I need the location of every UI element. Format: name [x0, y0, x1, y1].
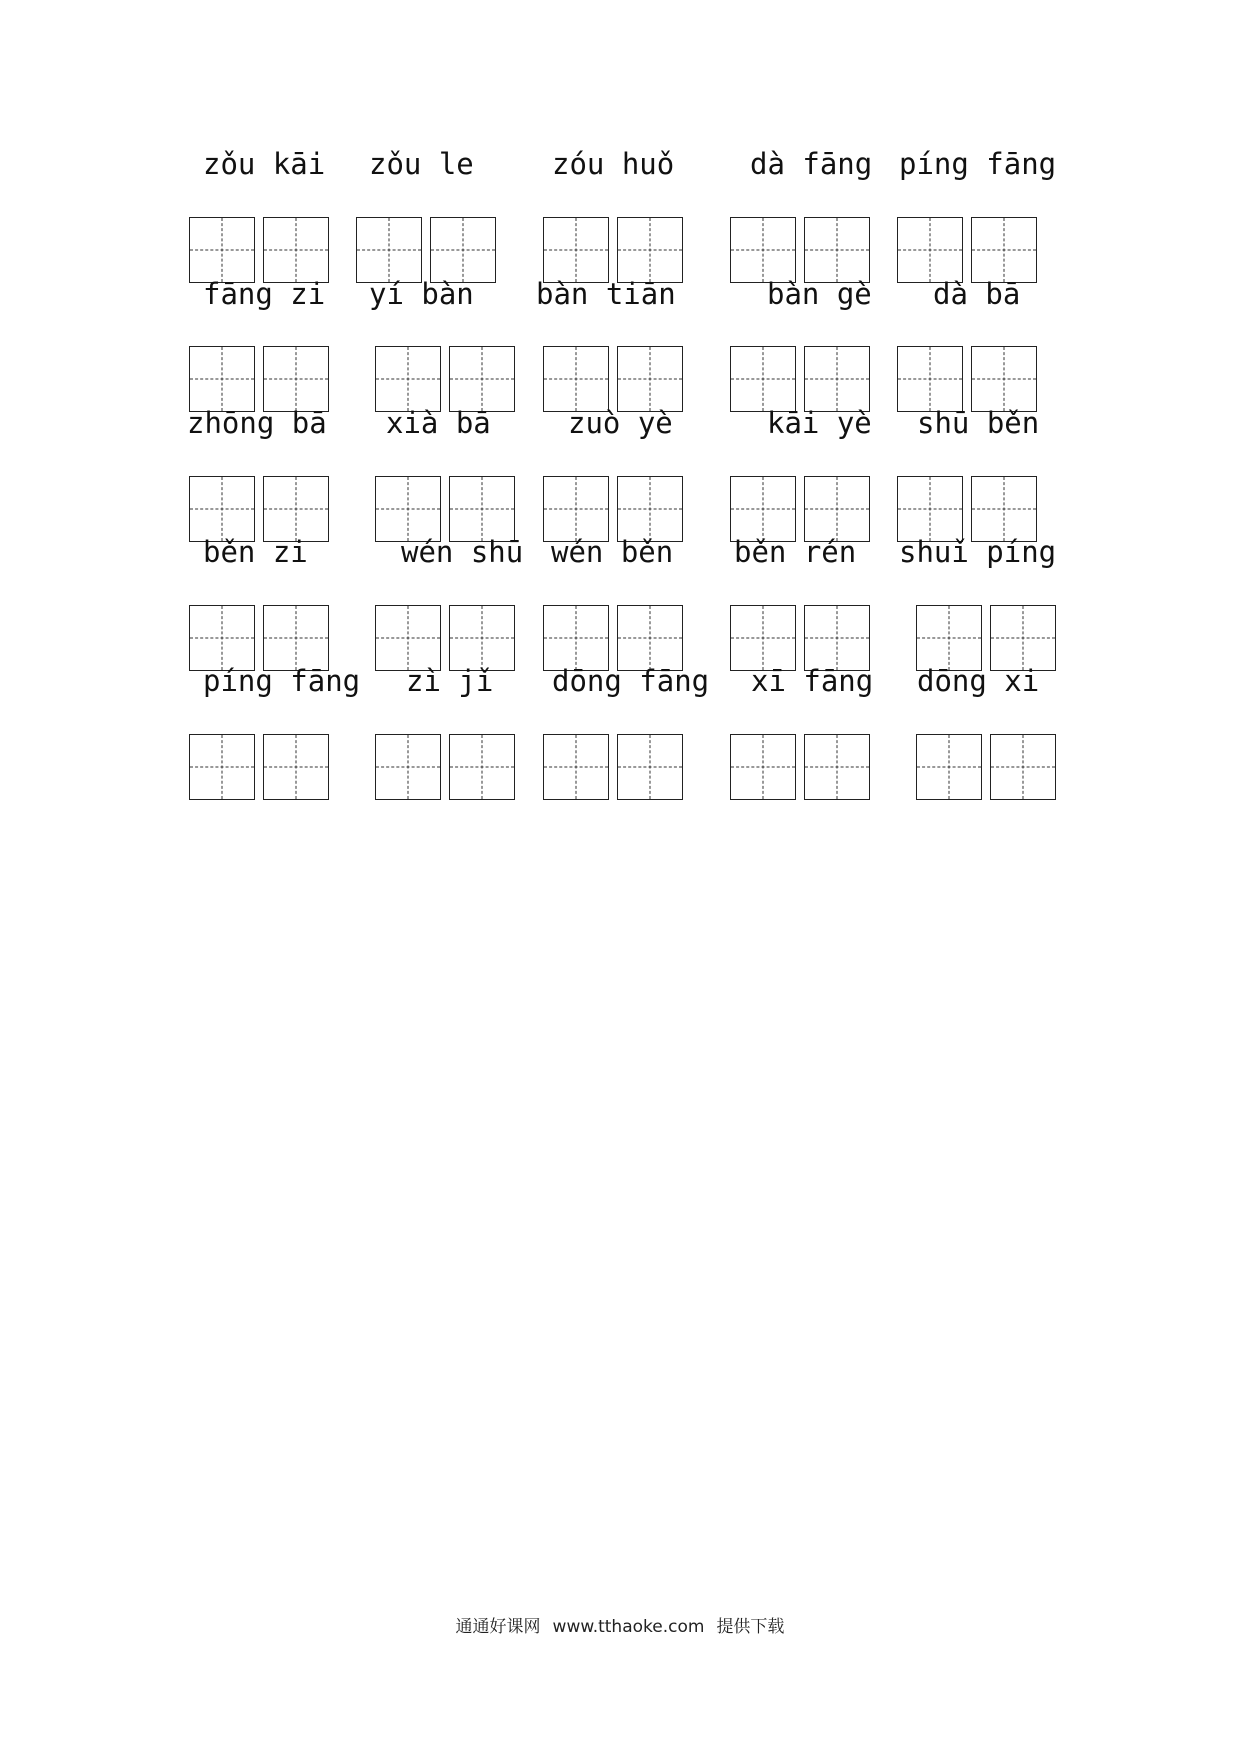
grid-guide-horizontal [264, 379, 328, 380]
pinyin-label: fāng zi [203, 277, 326, 311]
grid-guide-horizontal [972, 509, 1036, 510]
grid-guide-horizontal [805, 250, 869, 251]
grid-guide-horizontal [917, 767, 981, 768]
grid-guide-horizontal [264, 250, 328, 251]
grid-guide-horizontal [898, 509, 962, 510]
writing-grid-cell[interactable] [263, 346, 329, 412]
writing-grid-cell[interactable] [916, 734, 982, 800]
writing-grid-cell[interactable] [543, 476, 609, 542]
pinyin-label: píng fāng [899, 147, 1057, 181]
writing-grid-cell[interactable] [449, 346, 515, 412]
writing-grid-cell[interactable] [189, 605, 255, 671]
grid-guide-horizontal [544, 767, 608, 768]
grid-guide-horizontal [264, 509, 328, 510]
grid-guide-horizontal [991, 638, 1055, 639]
grid-guide-horizontal [618, 767, 682, 768]
writing-grid-cell[interactable] [617, 217, 683, 283]
pinyin-label: bàn gè [767, 277, 872, 311]
grid-guide-horizontal [190, 767, 254, 768]
writing-grid-cell[interactable] [189, 734, 255, 800]
pinyin-label: dōng xi [917, 664, 1040, 698]
grid-guide-horizontal [898, 379, 962, 380]
pinyin-label: yí bàn [369, 277, 474, 311]
writing-grid-cell[interactable] [263, 605, 329, 671]
grid-guide-horizontal [898, 250, 962, 251]
grid-guide-horizontal [450, 379, 514, 380]
grid-guide-horizontal [264, 767, 328, 768]
grid-guide-horizontal [190, 379, 254, 380]
writing-grid-cell[interactable] [543, 217, 609, 283]
footer-url: www.tthaoke.com [552, 1617, 705, 1637]
pinyin-label: xià bā [386, 406, 491, 440]
writing-grid-cell[interactable] [617, 476, 683, 542]
grid-guide-horizontal [544, 638, 608, 639]
grid-guide-horizontal [805, 767, 869, 768]
grid-guide-horizontal [618, 250, 682, 251]
writing-grid-cell[interactable] [449, 605, 515, 671]
writing-grid-cell[interactable] [449, 734, 515, 800]
grid-guide-horizontal [190, 250, 254, 251]
writing-grid-cell[interactable] [897, 476, 963, 542]
grid-guide-horizontal [618, 509, 682, 510]
pinyin-label: wén shū [401, 535, 524, 569]
grid-guide-horizontal [376, 638, 440, 639]
pinyin-label: píng fāng [203, 664, 361, 698]
pinyin-label: zuò yè [568, 406, 673, 440]
writing-grid-cell[interactable] [189, 476, 255, 542]
grid-guide-horizontal [805, 509, 869, 510]
grid-guide-horizontal [450, 638, 514, 639]
pinyin-label: dà fāng [750, 147, 873, 181]
pinyin-label: běn zi [203, 535, 308, 569]
grid-guide-horizontal [544, 379, 608, 380]
grid-guide-horizontal [618, 638, 682, 639]
writing-grid-cell[interactable] [375, 734, 441, 800]
writing-grid-cell[interactable] [971, 476, 1037, 542]
grid-guide-horizontal [450, 509, 514, 510]
grid-guide-horizontal [264, 638, 328, 639]
pinyin-label: zhōng bā [187, 406, 327, 440]
writing-grid-cell[interactable] [263, 217, 329, 283]
writing-grid-cell[interactable] [990, 605, 1056, 671]
pinyin-label: běn rén [734, 535, 857, 569]
writing-grid-cell[interactable] [897, 346, 963, 412]
writing-grid-cell[interactable] [916, 605, 982, 671]
grid-guide-horizontal [731, 379, 795, 380]
grid-guide-horizontal [731, 250, 795, 251]
grid-guide-horizontal [450, 767, 514, 768]
footer [0, 1612, 1240, 1637]
footer-site-name: 通通好课网 [455, 1617, 541, 1637]
grid-guide-horizontal [972, 250, 1036, 251]
grid-guide-horizontal [972, 379, 1036, 380]
writing-grid-cell[interactable] [430, 217, 496, 283]
footer-suffix: 提供下载 [716, 1617, 785, 1637]
pinyin-label: zì jǐ [406, 664, 494, 698]
grid-guide-horizontal [805, 379, 869, 380]
pinyin-label: zóu huǒ [552, 147, 675, 181]
grid-guide-horizontal [544, 509, 608, 510]
writing-grid-cell[interactable] [375, 605, 441, 671]
writing-grid-cell[interactable] [356, 217, 422, 283]
writing-grid-cell[interactable] [897, 217, 963, 283]
writing-grid-cell[interactable] [543, 734, 609, 800]
writing-grid-cell[interactable] [804, 734, 870, 800]
grid-guide-horizontal [805, 638, 869, 639]
writing-grid-cell[interactable] [730, 217, 796, 283]
writing-grid-cell[interactable] [804, 605, 870, 671]
writing-grid-cell[interactable] [990, 734, 1056, 800]
writing-grid-cell[interactable] [543, 346, 609, 412]
writing-grid-cell[interactable] [263, 476, 329, 542]
grid-guide-horizontal [991, 767, 1055, 768]
pinyin-label: shuǐ píng [899, 535, 1057, 569]
pinyin-label: kāi yè [767, 406, 872, 440]
grid-guide-horizontal [190, 638, 254, 639]
writing-grid-cell[interactable] [730, 346, 796, 412]
writing-grid-cell[interactable] [617, 346, 683, 412]
grid-guide-horizontal [544, 250, 608, 251]
writing-grid-cell[interactable] [189, 217, 255, 283]
writing-grid-cell[interactable] [189, 346, 255, 412]
pinyin-label: zǒu le [369, 147, 474, 181]
writing-grid-cell[interactable] [617, 605, 683, 671]
pinyin-label: xī fāng [751, 664, 874, 698]
writing-grid-cell[interactable] [804, 476, 870, 542]
writing-grid-cell[interactable] [971, 217, 1037, 283]
grid-guide-horizontal [431, 250, 495, 251]
writing-grid-cell[interactable] [971, 346, 1037, 412]
writing-grid-cell[interactable] [263, 734, 329, 800]
writing-grid-cell[interactable] [730, 605, 796, 671]
writing-grid-cell[interactable] [804, 346, 870, 412]
pinyin-label: wén běn [551, 535, 674, 569]
pinyin-label: dōng fāng [552, 664, 710, 698]
grid-guide-horizontal [190, 509, 254, 510]
grid-guide-horizontal [731, 638, 795, 639]
pinyin-label: bàn tiān [536, 277, 676, 311]
writing-grid-cell[interactable] [730, 734, 796, 800]
grid-guide-horizontal [917, 638, 981, 639]
grid-guide-horizontal [376, 767, 440, 768]
grid-guide-horizontal [731, 767, 795, 768]
grid-guide-horizontal [731, 509, 795, 510]
grid-guide-horizontal [618, 379, 682, 380]
writing-grid-cell[interactable] [617, 734, 683, 800]
writing-grid-cell[interactable] [375, 346, 441, 412]
grid-guide-horizontal [376, 509, 440, 510]
pinyin-label: zǒu kāi [203, 147, 326, 181]
writing-grid-cell[interactable] [543, 605, 609, 671]
grid-guide-horizontal [376, 379, 440, 380]
writing-grid-cell[interactable] [375, 476, 441, 542]
grid-guide-horizontal [357, 250, 421, 251]
writing-grid-cell[interactable] [730, 476, 796, 542]
pinyin-label: dà bā [933, 277, 1021, 311]
pinyin-label: shū běn [917, 406, 1040, 440]
writing-grid-cell[interactable] [804, 217, 870, 283]
writing-grid-cell[interactable] [449, 476, 515, 542]
